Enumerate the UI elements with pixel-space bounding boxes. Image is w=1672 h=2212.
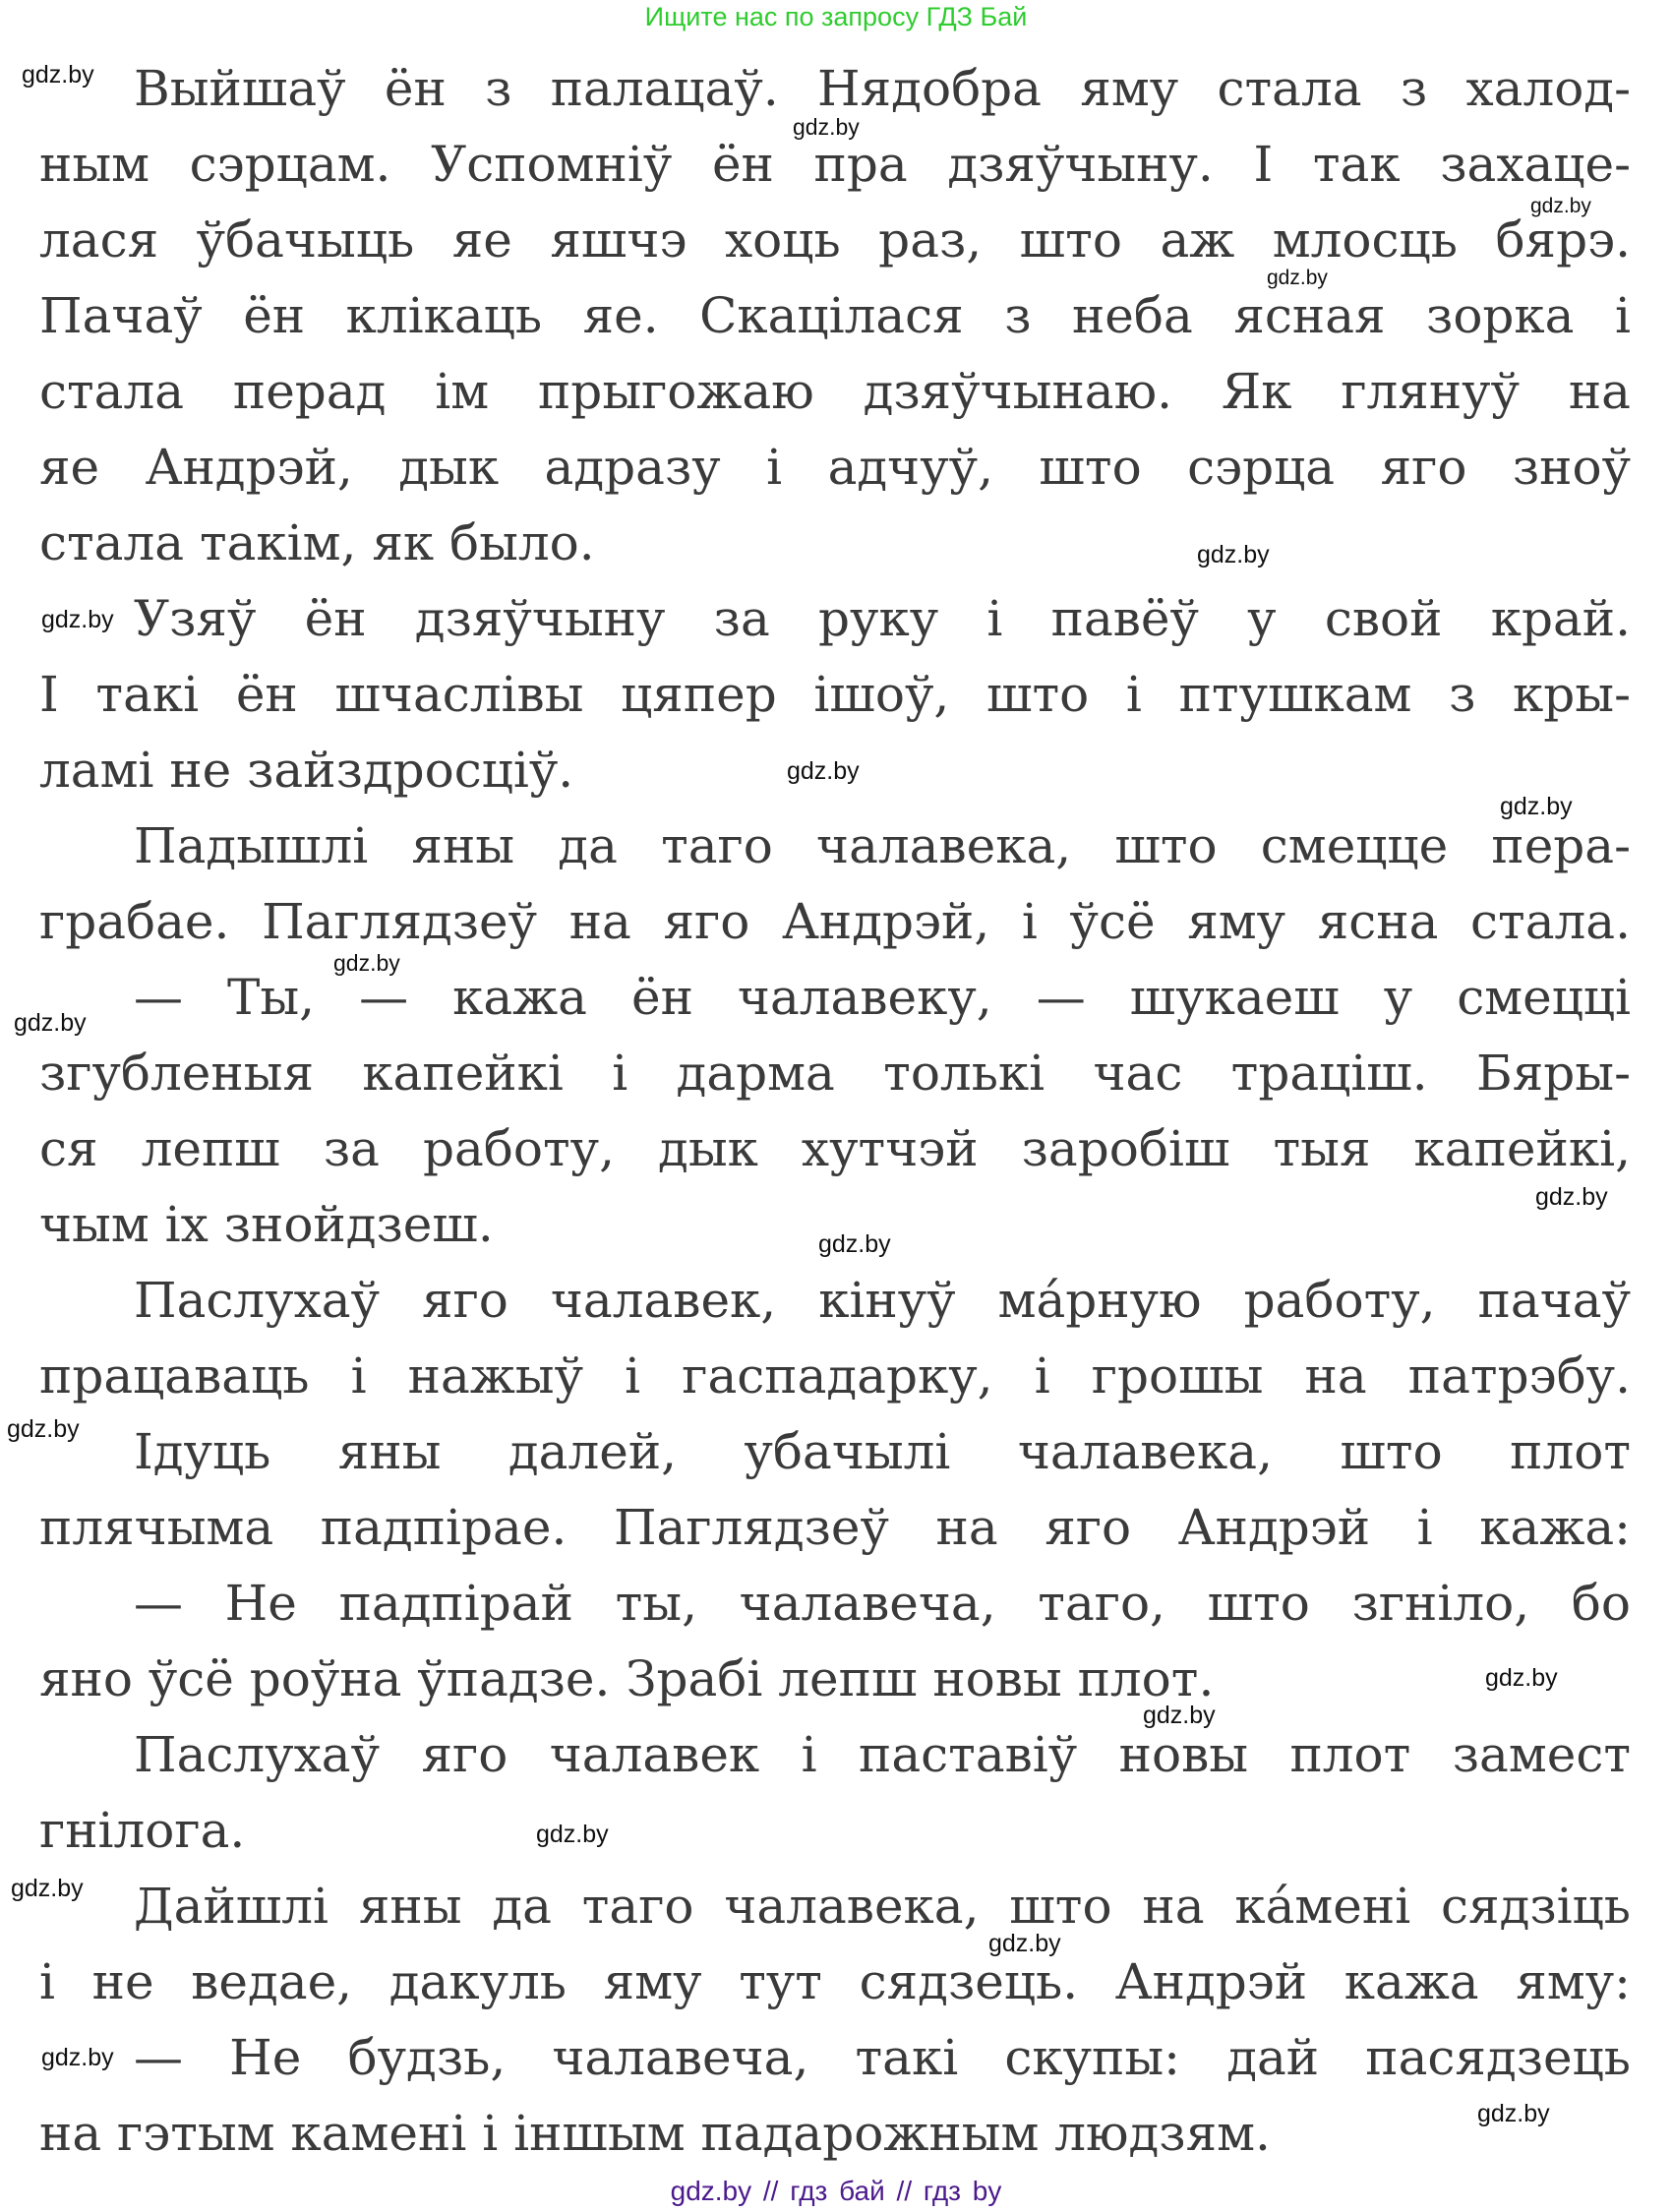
text-line: плячыма падпірае. Паглядзеў на яго Андрэй і кажа: xyxy=(39,1499,1631,1556)
watermark: gdz.by xyxy=(7,1415,80,1443)
watermark: gdz.by xyxy=(1530,195,1591,217)
text-line: Паслухаў яго чалавек і паставіў новы плот замест xyxy=(134,1726,1631,1783)
text-line: Падышлі яны да таго чалавека, што смецце пера- xyxy=(134,817,1631,874)
watermark: gdz.by xyxy=(1197,541,1270,568)
watermark: gdz.by xyxy=(1485,1664,1558,1692)
search-hint-banner: Ищите нас по запросу ГДЗ Бай xyxy=(644,2,1028,31)
watermark: gdz.by xyxy=(1267,267,1328,289)
watermark: gdz.by xyxy=(41,2044,114,2071)
text-line: працаваць і нажыў і гаспадарку, і грошы на патрэбу. xyxy=(39,1347,1631,1405)
text-line: чым іх знойдзеш. xyxy=(39,1196,494,1253)
text-line: ламі не зайздросціў. xyxy=(39,742,574,799)
watermark: gdz.by xyxy=(1477,2100,1550,2127)
watermark: gdz.by xyxy=(787,757,860,785)
text-line: Ідуць яны далей, убачылі чалавека, што плот xyxy=(134,1423,1631,1480)
text-line: стала такім, як было. xyxy=(39,514,595,571)
watermark: gdz.by xyxy=(818,1230,891,1258)
text-line: яе Андрэй, дык адразу і адчуў, што сэрца яго зноў xyxy=(39,439,1631,496)
text-line: Пачаў ён клікаць яе. Скацілася з неба ясная зорка і xyxy=(39,287,1631,344)
text-line: Паслухаў яго чалавек, кінуў ма́рную работу, пачаў xyxy=(134,1272,1631,1329)
text-line: ным сэрцам. Успомніў ён пра дзяўчыну. І так захаце- xyxy=(39,136,1631,193)
text-line: лася ўбачыць яе яшчэ хоць раз, што аж млосць бярэ. xyxy=(39,211,1631,269)
watermark: gdz.by xyxy=(988,1930,1061,1957)
footer-links: gdz.by // гдз бай // гдз by xyxy=(670,2176,1002,2206)
text-line: грабае. Паглядзеў на яго Андрэй, і ўсё яму ясна стала. xyxy=(39,893,1631,950)
text-line: на гэтым камені і іншым падарожным людзям. xyxy=(39,2105,1271,2162)
text-line: яно ўсё роўна ўпадзе. Зрабі лепш новы плот. xyxy=(39,1650,1215,1707)
watermark: gdz.by xyxy=(333,950,400,976)
watermark: gdz.by xyxy=(1500,793,1573,820)
watermark: gdz.by xyxy=(1535,1183,1608,1211)
watermark: gdz.by xyxy=(536,1821,609,1848)
watermark: gdz.by xyxy=(11,1875,84,1902)
text-line: і не ведае, дакуль яму тут сядзець. Андрэй кажа яму: xyxy=(39,1953,1631,2010)
text-line: стала перад ім прыгожаю дзяўчынаю. Як глянуў на xyxy=(39,363,1631,420)
text-line: — Не будзь, чалавеча, такі скупы: дай пасядзець xyxy=(134,2029,1631,2086)
text-line: Дайшлі яны да таго чалавека, што на ка́мені сядзіць xyxy=(134,1878,1631,1935)
watermark: gdz.by xyxy=(14,1009,87,1037)
story-text xyxy=(39,51,1631,2172)
text-line: Узяў ён дзяўчыну за руку і павёў у свой край. xyxy=(134,590,1631,647)
watermark: gdz.by xyxy=(1143,1702,1216,1729)
text-line: Выйшаў ён з палацаў. Нядобра яму стала з халод- xyxy=(134,60,1631,117)
text-line: ся лепш за работу, дык хутчэй заробіш тыя капейкі, xyxy=(39,1120,1631,1177)
text-line: гнілога. xyxy=(39,1802,246,1859)
text-line: — Ты, — кажа ён чалавеку, — шукаеш у смецці xyxy=(134,969,1631,1026)
watermark: gdz.by xyxy=(793,114,860,140)
text-line: І такі ён шчаслівы цяпер ішоў, што і птушкам з кры- xyxy=(39,666,1631,723)
watermark: gdz.by xyxy=(22,61,94,89)
watermark: gdz.by xyxy=(41,606,114,633)
text-line: — Не падпірай ты, чалавеча, таго, што згніло, бо xyxy=(134,1575,1631,1632)
text-line: згубленыя капейкі і дарма толькі час траціш. Бяры- xyxy=(39,1045,1631,1102)
